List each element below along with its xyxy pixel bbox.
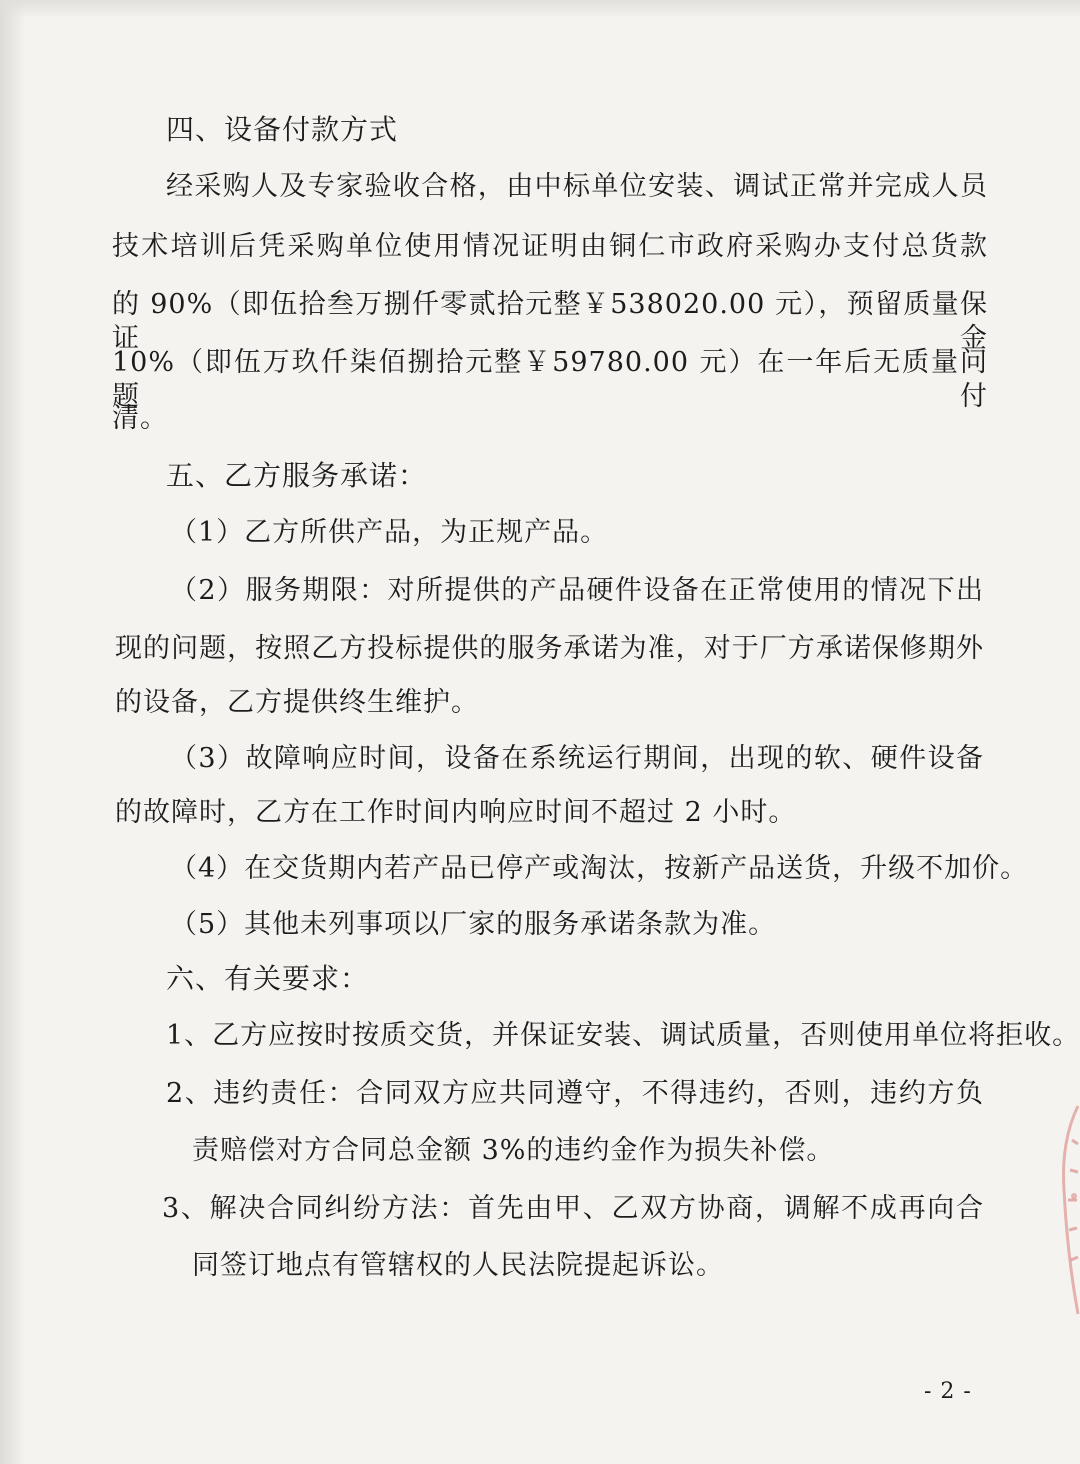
section-6-item-3-line-1: 3、解决合同纠纷方法：首先由甲、乙双方协商，调解不成再向合 <box>162 1193 984 1224</box>
page-number: - 2 - <box>924 1379 972 1404</box>
section-5-item-3-line-1: （3）故障响应时间，设备在系统运行期间，出现的软、硬件设备 <box>170 743 984 774</box>
page-shadow-left <box>0 0 26 1464</box>
section-4-line-3: 的 90%（即伍拾叁万捌仟零贰拾元整￥538020.00 元），预留质量保证金 <box>112 289 988 354</box>
section-5-item-3-line-2: 的故障时，乙方在工作时间内响应时间不超过 2 小时。 <box>115 797 797 828</box>
section-4-line-4: 10%（即伍万玖仟柒佰捌拾元整￥59780.00 元）在一年后无质量问题付 <box>112 347 988 412</box>
section-5-item-2-line-3: 的设备，乙方提供终生维护。 <box>115 687 479 718</box>
partial-seal-stamp <box>1048 1100 1080 1320</box>
section-5-item-4: （4）在交货期内若产品已停产或淘汰，按新产品送货，升级不加价。 <box>170 853 1029 884</box>
section-4-line-1: 经采购人及专家验收合格，由中标单位安装、调试正常并完成人员 <box>166 171 988 202</box>
section-5-heading: 五、乙方服务承诺： <box>166 459 428 492</box>
page-shadow-top <box>0 0 1080 18</box>
section-5-item-2-line-2: 现的问题，按照乙方投标提供的服务承诺为准，对于厂方承诺保修期外 <box>115 633 984 664</box>
section-6-item-2-line-1: 2、违约责任：合同双方应共同遵守，不得违约，否则，违约方负 <box>166 1078 984 1109</box>
section-6-heading: 六、有关要求： <box>166 962 370 995</box>
section-4-line-2: 技术培训后凭采购单位使用情况证明由铜仁市政府采购办支付总货款 <box>112 231 988 262</box>
section-6-item-2-line-2: 责赔偿对方合同总金额 3%的违约金作为损失补偿。 <box>192 1135 835 1166</box>
section-4-heading: 四、设备付款方式 <box>166 113 399 146</box>
section-4-line-5: 清。 <box>112 403 168 434</box>
section-6-item-1: 1、乙方应按时按质交货，并保证安装、调试质量，否则使用单位将拒收。 <box>166 1020 1080 1051</box>
section-5-item-1: （1）乙方所供产品，为正规产品。 <box>170 517 609 548</box>
section-5-item-5: （5）其他未列事项以厂家的服务承诺条款为准。 <box>170 909 777 940</box>
section-5-item-2-line-1: （2）服务期限：对所提供的产品硬件设备在正常使用的情况下出 <box>170 575 984 606</box>
section-6-item-3-line-2: 同签订地点有管辖权的人民法院提起诉讼。 <box>192 1250 724 1281</box>
